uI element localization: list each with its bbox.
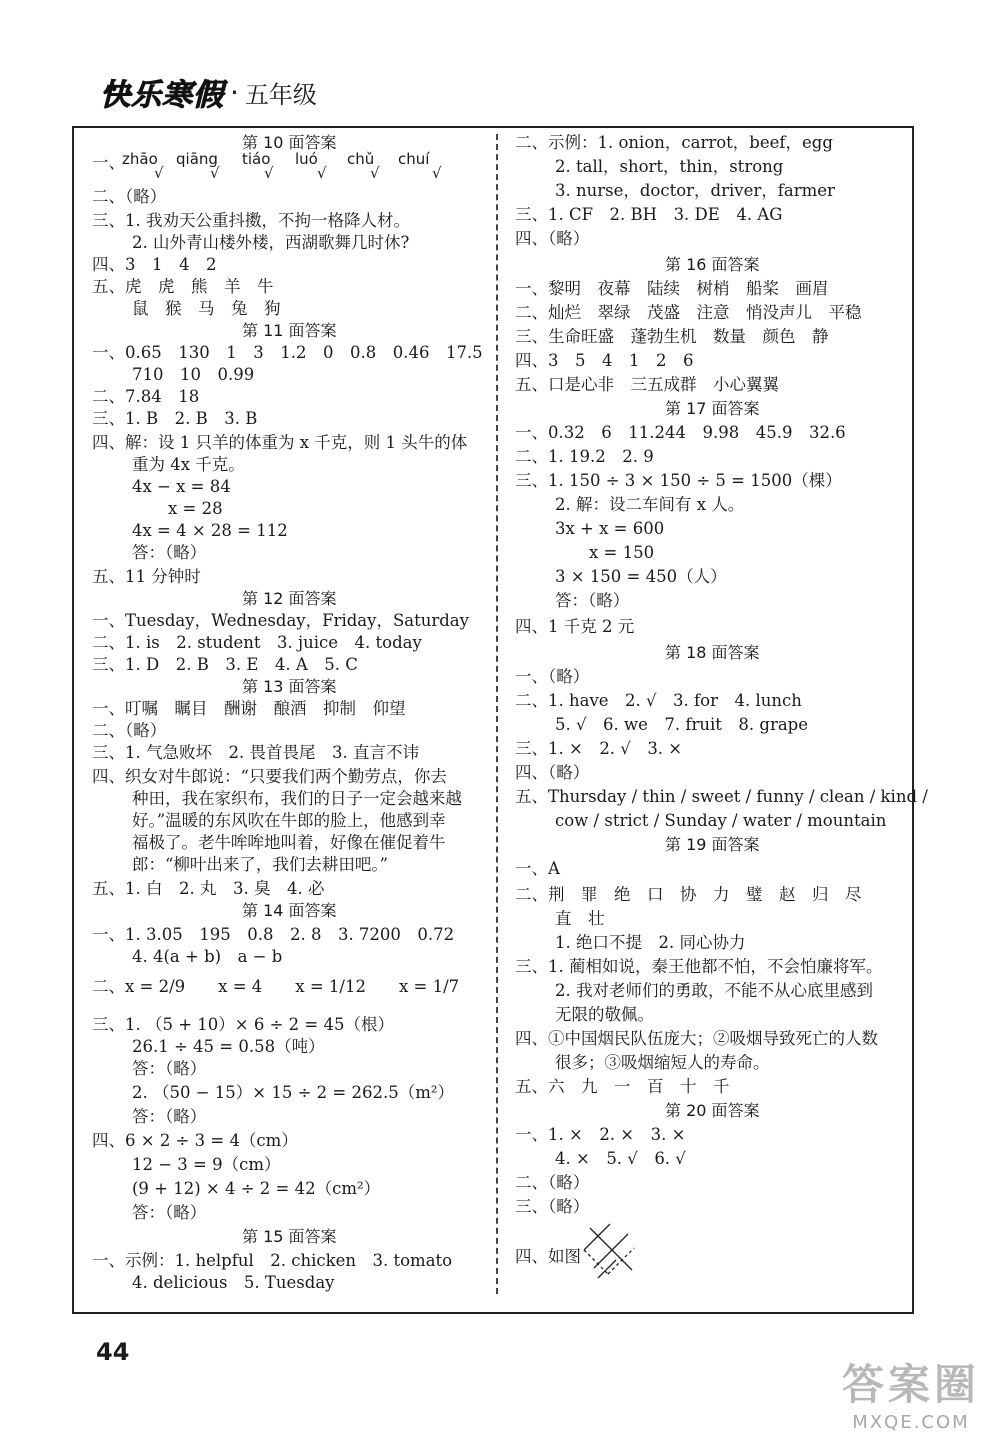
check-mark: √ [317, 164, 327, 182]
answer-line: 四、①中国烟民队伍庞大；②吸烟导致死亡的人数 [515, 1029, 878, 1048]
answer-line: 三、1. 气急败坏 2. 畏首畏尾 3. 直言不讳 [92, 743, 419, 762]
figure-line [590, 1228, 632, 1270]
answer-line: 二、1. have 2. √ 3. for 4. lunch [515, 691, 802, 710]
answer-line: 3x + x = 600 [555, 519, 665, 538]
answer-line: 一、1. 3.05 195 0.8 2. 8 3. 7200 0.72 [92, 925, 455, 944]
answer-line: 2. 解：设二车间有 x 人。 [555, 495, 745, 514]
pinyin-label: tiáo [242, 150, 271, 168]
answer-line: 2. tall，short，thin，strong [555, 157, 784, 176]
section-heading: 第 18 面答案 [665, 643, 760, 662]
answer-line: 好。”温暖的东风吹在牛郎的脸上，他感到幸 [132, 811, 446, 830]
section-heading: 第 12 面答案 [242, 589, 337, 608]
check-mark: √ [370, 164, 380, 182]
answer-line: 直 壮 [555, 909, 605, 928]
answer-line: 五、虎 虎 熊 羊 牛 [92, 277, 274, 296]
figure-line [584, 1250, 608, 1274]
answer-line: 四、（略） [515, 763, 590, 782]
figure-line [594, 1234, 628, 1268]
answer-line: 很多；③吸烟缩短人的寿命。 [555, 1053, 770, 1072]
answer-line: 二、1. is 2. student 3. juice 4. today [92, 633, 422, 652]
answer-line: 二、x = 2/9 x = 4 x = 1/12 x = 1/7 [92, 977, 460, 996]
answer-line: 12 − 3 = 9（cm） [132, 1155, 281, 1174]
answer-line: 五、口是心非 三五成群 小心翼翼 [515, 375, 779, 394]
answer-line: 1. 绝口不提 2. 同心协力 [555, 933, 746, 952]
answer-line: 四、（略） [515, 229, 590, 248]
check-mark: √ [210, 164, 220, 182]
answer-figure [580, 1220, 640, 1290]
answer-line: 无限的敬佩。 [555, 1005, 654, 1024]
answer-line: 26.1 ÷ 45 = 0.58（吨） [132, 1037, 325, 1056]
answer-line: 4x − x = 84 [132, 477, 231, 496]
answer-line: 五、11 分钟时 [92, 567, 201, 586]
answer-line: 一、0.32 6 11.244 9.98 45.9 32.6 [515, 423, 846, 442]
pinyin-label: chǔ [347, 150, 375, 168]
answer-line: 4x = 4 × 28 = 112 [132, 521, 288, 540]
pinyin-label: qiāng [176, 150, 218, 168]
answer-line: 答：（略） [555, 591, 630, 610]
answer-line: 二、荆 罪 绝 口 协 力 璧 赵 归 尽 [515, 885, 862, 904]
column-divider [496, 134, 498, 1294]
section-heading: 第 14 面答案 [242, 901, 337, 920]
watermark [842, 1352, 980, 1433]
answer-line: 鼠 猴 马 兔 狗 [132, 299, 281, 318]
answer-line: 二、1. 19.2 2. 9 [515, 447, 654, 466]
answer-line: 2. 山外青山楼外楼，西湖歌舞几时休? [132, 233, 410, 252]
answer-line: cow / strict / Sunday / water / mountain [555, 811, 887, 830]
check-mark: √ [432, 164, 442, 182]
answer-line: 一、 [92, 153, 125, 172]
answer-line: 答：（略） [132, 1203, 207, 1222]
answer-line: 三、（略） [515, 1197, 590, 1216]
answer-line: 郎：“柳叶出来了，我们去耕田吧。” [132, 855, 389, 874]
page-number: 44 [96, 1338, 130, 1366]
answer-line: 四、织女对牛郎说：“只要我们两个勤劳点，你去 [92, 767, 447, 786]
answer-line: 重为 4x 千克。 [132, 455, 245, 474]
answer-line: 一、黎明 夜幕 陆续 树梢 船桨 画眉 [515, 279, 829, 298]
answer-line: 四、解：设 1 只羊的体重为 x 千克，则 1 头牛的体 [92, 433, 468, 452]
answer-line: 二、（略） [92, 187, 167, 206]
answer-line: 二、示例：1. onion，carrot，beef，egg [515, 133, 833, 152]
answer-line: 三、1. 我劝天公重抖擞，不拘一格降人材。 [92, 211, 410, 230]
section-heading: 第 16 面答案 [665, 255, 760, 274]
answer-line: 2. 我对老师们的勇敢，不能不从心底里感到 [555, 981, 873, 1000]
answer-line: 一、叮嘱 瞩目 酬谢 酿酒 抑制 仰望 [92, 699, 406, 718]
answer-line: 四、如图 [515, 1247, 581, 1266]
section-heading: 第 11 面答案 [242, 321, 337, 340]
answer-line: 4. × 5. √ 6. √ [555, 1149, 686, 1168]
title-separator: · [230, 75, 239, 109]
answer-line: 种田，我在家织布，我们的日子一定会越来越 [132, 789, 462, 808]
answer-line: 5. √ 6. we 7. fruit 8. grape [555, 715, 808, 734]
answer-line: x = 150 [589, 543, 655, 562]
answer-line: x = 28 [168, 499, 223, 518]
answer-line: 一、A [515, 859, 560, 878]
answer-line: 四、3 1 4 2 [92, 255, 217, 274]
watermark-title: 答案圈 [841, 1360, 980, 1409]
answer-line: 三、1. 蔺相如说，秦王他都不怕，不会怕廉将军。 [515, 957, 883, 976]
answer-line: 答：（略） [132, 1059, 207, 1078]
answer-line: 一、Tuesday，Wednesday，Friday，Saturday [92, 611, 469, 630]
answer-line: 四、1 千克 2 元 [515, 617, 635, 636]
section-heading: 第 15 面答案 [242, 1227, 337, 1246]
figure-line [608, 1248, 634, 1274]
answer-line: 二、7.84 18 [92, 387, 200, 406]
page-header [100, 72, 317, 112]
answer-line: 三、1. B 2. B 3. B [92, 409, 258, 428]
check-mark: √ [154, 164, 164, 182]
figure-line [584, 1224, 610, 1250]
answer-line: 四、3 5 4 1 2 6 [515, 351, 694, 370]
watermark-url: MXQE.COM [852, 1412, 970, 1433]
answer-line: (9 + 12) × 4 ÷ 2 = 42（cm²） [132, 1179, 381, 1198]
section-heading: 第 17 面答案 [665, 399, 760, 418]
answer-line: 一、0.65 130 1 3 1.2 0 0.8 0.46 17.5 [92, 343, 483, 362]
brand-logo: 快乐寒假 [100, 78, 224, 113]
answer-line: 五、Thursday / thin / sweet / funny / clean / kind / [515, 787, 928, 806]
answer-line: 三、1. （5 + 10）× 6 ÷ 2 = 45（根） [92, 1015, 394, 1034]
answer-line: 答：（略） [132, 1107, 207, 1126]
answer-line: 一、1. × 2. × 3. × [515, 1125, 686, 1144]
answer-line: 三、1. CF 2. BH 3. DE 4. AG [515, 205, 783, 224]
answer-line: 三、1. × 2. √ 3. × [515, 739, 683, 758]
section-heading: 第 20 面答案 [665, 1101, 760, 1120]
answer-line: 三、生命旺盛 蓬勃生机 数量 颜色 静 [515, 327, 829, 346]
pinyin-label: chuí [398, 150, 430, 168]
answer-line: 4. delicious 5. Tuesday [132, 1273, 335, 1292]
answer-line: 四、6 × 2 ÷ 3 = 4（cm） [92, 1131, 298, 1150]
answer-line: 3. nurse，doctor，driver，farmer [555, 181, 835, 200]
answer-line: 3 × 150 = 450（人） [555, 567, 727, 586]
pinyin-label: luó [295, 150, 318, 168]
grade-label: 五年级 [244, 80, 317, 109]
check-mark: √ [264, 164, 274, 182]
answer-line: 五、1. 白 2. 丸 3. 臭 4. 必 [92, 879, 325, 898]
answer-line: 三、1. 150 ÷ 3 × 150 ÷ 5 = 1500（棵） [515, 471, 842, 490]
answer-line: 福极了。老牛哞哞地叫着，好像在催促着牛 [132, 833, 446, 852]
answer-line: 答：（略） [132, 543, 207, 562]
answer-line: 二、（略） [92, 721, 167, 740]
section-heading: 第 10 面答案 [242, 133, 337, 152]
answer-line: 二、（略） [515, 1173, 590, 1192]
answer-line: 三、1. D 2. B 3. E 4. A 5. C [92, 655, 358, 674]
section-heading: 第 13 面答案 [242, 677, 337, 696]
answer-line: 710 10 0.99 [132, 365, 255, 384]
answer-line: 2. （50 − 15）× 15 ÷ 2 = 262.5（m²） [132, 1083, 454, 1102]
section-heading: 第 19 面答案 [665, 835, 760, 854]
answer-line: 一、示例：1. helpful 2. chicken 3. tomato [92, 1251, 453, 1270]
answer-line: 二、灿烂 翠绿 茂盛 注意 悄没声儿 平稳 [515, 303, 862, 322]
answer-line: 一、（略） [515, 667, 590, 686]
answer-line: 五、六 九 一 百 十 千 [515, 1077, 730, 1096]
pinyin-label: zhāo [122, 150, 158, 168]
answer-line: 4. 4(a + b) a − b [132, 947, 283, 966]
